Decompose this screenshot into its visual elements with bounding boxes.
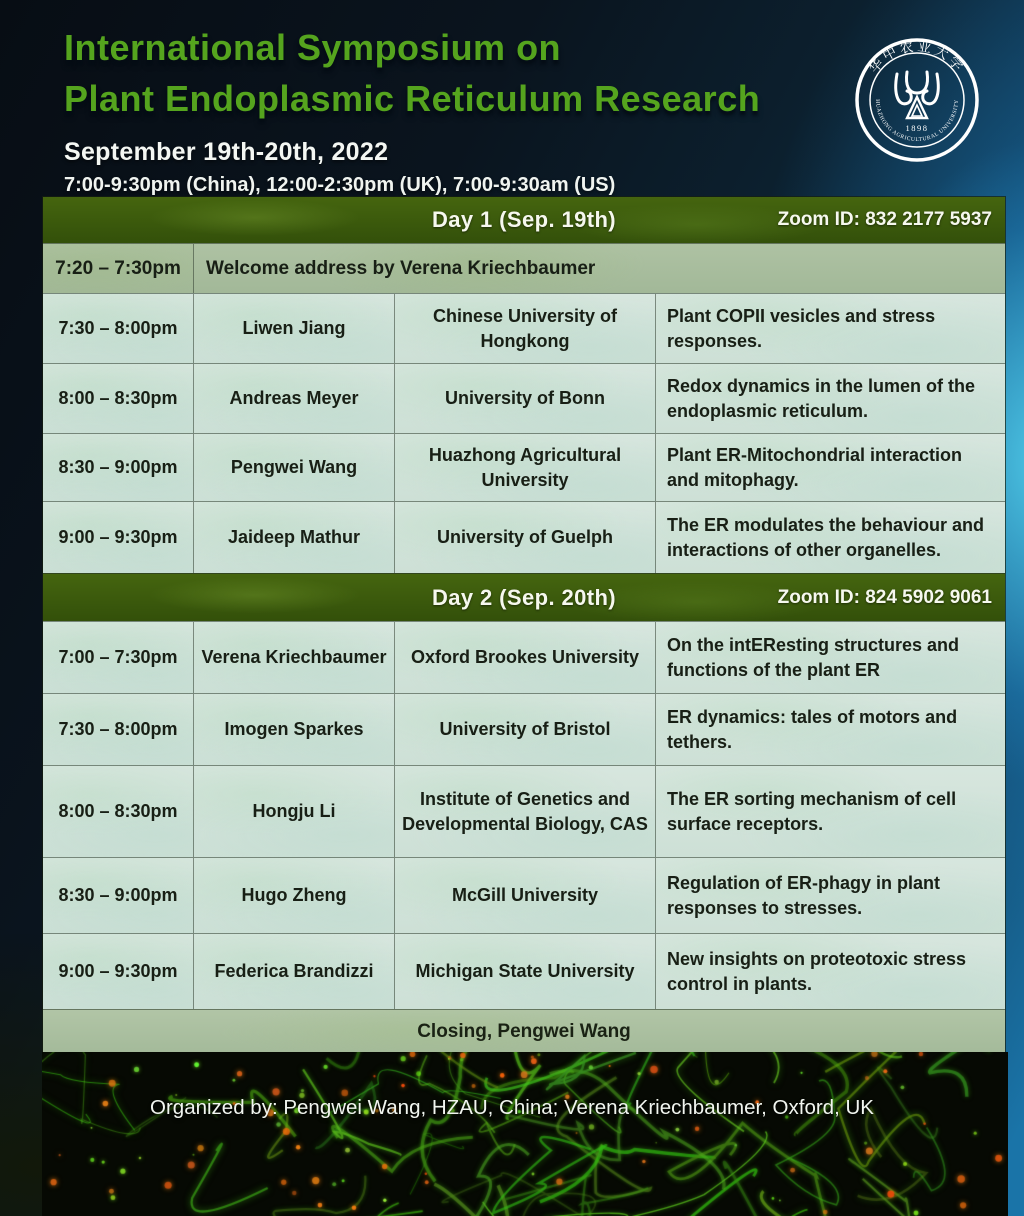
logo-year: 1898: [905, 123, 929, 133]
day2-header-bar: [43, 573, 1005, 621]
institution: University of Bristol: [394, 693, 655, 765]
table-row: [43, 933, 1005, 1009]
talk-topic: Redox dynamics in the lumen of the endoplasmic reticulum.: [655, 363, 1005, 433]
title-line-1: International Symposium on: [64, 27, 562, 68]
event-date: September 19th-20th, 2022: [64, 138, 389, 167]
table-row: [43, 501, 1005, 573]
welcome-text: Welcome address by Verena Kriechbaumer: [193, 243, 1005, 293]
table-row: [43, 433, 1005, 501]
logo-cn-name: 华中农业大学: [865, 38, 969, 76]
logo-en-name: HUAZHONG AGRICULTURAL UNIVERSITY: [873, 99, 961, 144]
organizers-line: Organized by: Pengwei Wang, HZAU, China; Verena Kriechbaumer, Oxford, UK: [150, 1096, 874, 1119]
session-time: 7:00 – 7:30pm: [43, 621, 193, 693]
session-time: 8:00 – 8:30pm: [43, 363, 193, 433]
talk-topic: Plant COPII vesicles and stress responses.: [655, 293, 1005, 363]
talk-topic: The ER sorting mechanism of cell surface receptors.: [655, 765, 1005, 857]
institution: Chinese University of Hongkong: [394, 293, 655, 363]
speaker-name: Hugo Zheng: [193, 857, 394, 933]
table-row: [43, 621, 1005, 693]
session-time: 8:30 – 9:00pm: [43, 433, 193, 501]
speaker-name: Pengwei Wang: [193, 433, 394, 501]
session-time: 8:00 – 8:30pm: [43, 765, 193, 857]
talk-topic: ER dynamics: tales of motors and tethers.: [655, 693, 1005, 765]
institution: University of Bonn: [394, 363, 655, 433]
day1-zoom-id: Zoom ID: 832 2177 5937: [777, 209, 992, 230]
institution: Institute of Genetics and Developmental Biology, CAS: [394, 765, 655, 857]
er-microscopy-image: [42, 1052, 1008, 1216]
day2-zoom-id: Zoom ID: 824 5902 9061: [777, 586, 992, 608]
speaker-name: Andreas Meyer: [193, 363, 394, 433]
welcome-row: [43, 243, 1005, 293]
university-logo: [853, 36, 981, 164]
institution: Michigan State University: [394, 933, 655, 1009]
event-times: 7:00-9:30pm (China), 12:00-2:30pm (UK), 7:00-9:30am (US): [64, 174, 616, 197]
closing-row: Closing, Pengwei Wang: [43, 1009, 1005, 1053]
session-time: 7:30 – 8:00pm: [43, 693, 193, 765]
poster-title: [64, 22, 864, 124]
institution: Oxford Brookes University: [394, 621, 655, 693]
institution: University of Guelph: [394, 501, 655, 573]
speaker-name: Liwen Jiang: [193, 293, 394, 363]
day1-header-bar: [43, 197, 1005, 243]
table-row: [43, 293, 1005, 363]
logo-emblem-icon: [896, 72, 939, 118]
table-row: [43, 765, 1005, 857]
poster-header: [64, 22, 864, 197]
talk-topic: Regulation of ER-phagy in plant responses to stresses.: [655, 857, 1005, 933]
session-time: 8:30 – 9:00pm: [43, 857, 193, 933]
talk-topic: The ER modulates the behaviour and interactions of other organelles.: [655, 501, 1005, 573]
session-time: 9:00 – 9:30pm: [43, 933, 193, 1009]
table-row: [43, 693, 1005, 765]
talk-topic: On the intEResting structures and functions of the plant ER: [655, 621, 1005, 693]
session-time: 7:20 – 7:30pm: [43, 243, 193, 293]
table-row: [43, 857, 1005, 933]
day2-label: Day 2 (Sep. 20th): [431, 584, 617, 610]
schedule-table: [42, 196, 1006, 1054]
session-time: 9:00 – 9:30pm: [43, 501, 193, 573]
table-row: [43, 363, 1005, 433]
speaker-name: Federica Brandizzi: [193, 933, 394, 1009]
speaker-name: Imogen Sparkes: [193, 693, 394, 765]
session-time: 7:30 – 8:00pm: [43, 293, 193, 363]
talk-topic: New insights on proteotoxic stress control in plants.: [655, 933, 1005, 1009]
speaker-name: Hongju Li: [193, 765, 394, 857]
institution: McGill University: [394, 857, 655, 933]
institution: Huazhong Agricultural University: [394, 433, 655, 501]
talk-topic: Plant ER-Mitochondrial interaction and mitophagy.: [655, 433, 1005, 501]
speaker-name: Verena Kriechbaumer: [193, 621, 394, 693]
day1-label: Day 1 (Sep. 19th): [431, 207, 617, 232]
speaker-name: Jaideep Mathur: [193, 501, 394, 573]
title-line-2: Plant Endoplasmic Reticulum Research: [64, 78, 761, 120]
